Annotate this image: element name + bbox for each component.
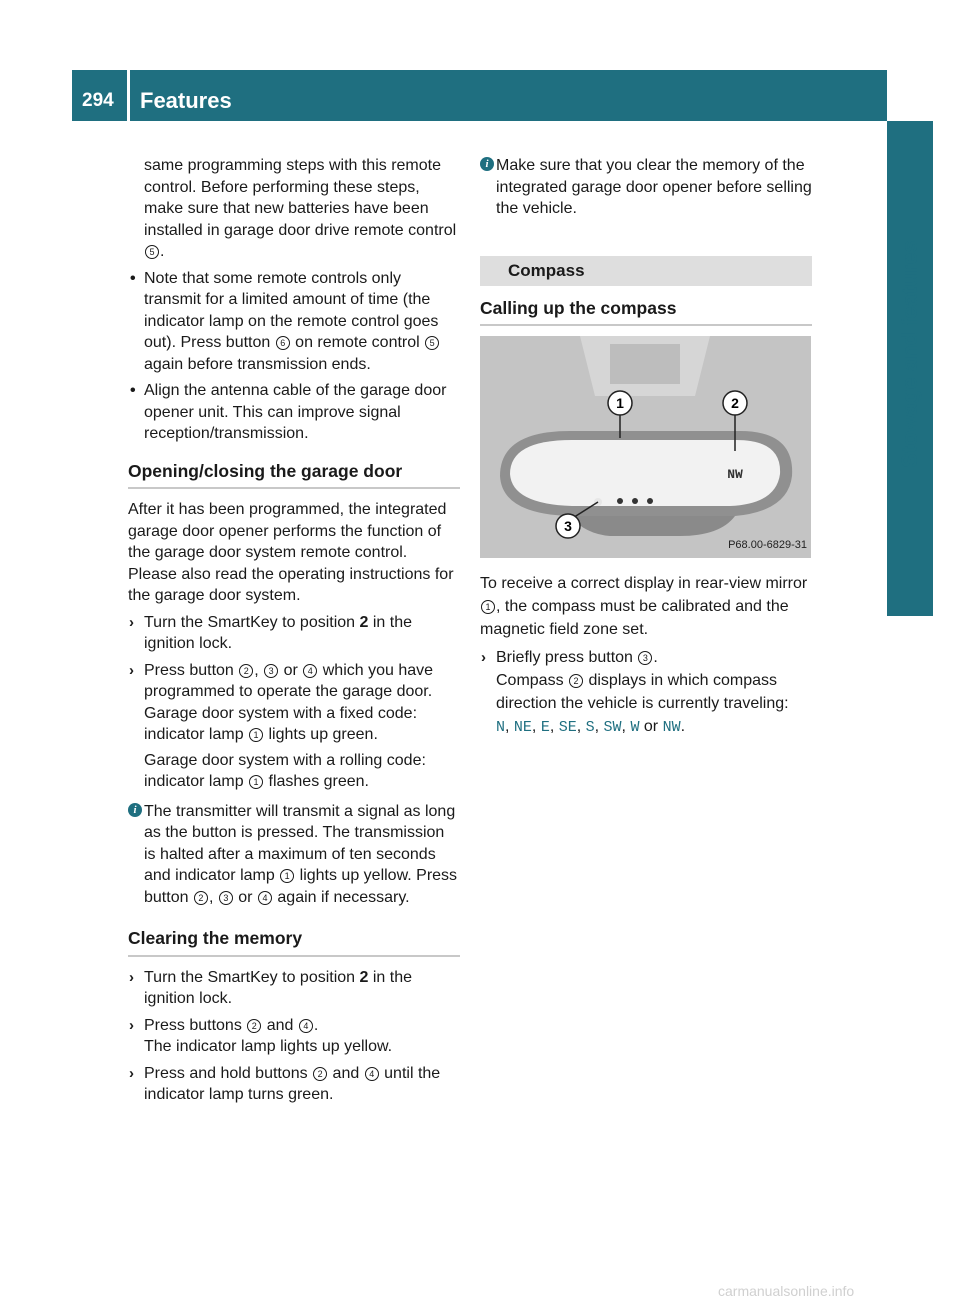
bullet-item: • Note that some remote controls only transmit for a limited amount of time (the indicator lamp on the remote control goes out). Press button 6 on remote control 5 again before transmission ends.: [128, 268, 460, 376]
callout-label: 3: [564, 518, 572, 534]
step-item: › Press button 2 , 3 or 4 which you have programmed to operate the garage door. Garage door system with a fixed code: indicator lamp 1 lights up green.: [129, 661, 434, 743]
step-arrow-icon: ›: [129, 613, 134, 631]
intro-paragraph: same programming steps with this remote control. Before performing these steps, make sure that new batteries have been installed in garage door drive remote control 5 .: [144, 157, 457, 260]
header-divider: [127, 70, 130, 121]
watermark: carmanualsonline.info: [718, 1283, 855, 1299]
info-icon: i: [480, 157, 494, 171]
step-item: › Press and hold buttons 2 and 4 until the indicator lamp turns green.: [129, 1064, 441, 1103]
page-header: [72, 70, 887, 121]
compass-display: NW: [727, 467, 743, 482]
step-arrow-icon: ›: [129, 1016, 134, 1034]
button-dot: [617, 498, 623, 504]
direction-code: W: [630, 719, 640, 736]
direction-code: N: [496, 719, 506, 736]
info-note: i The transmitter will transmit a signal as long as the button is pressed. The transmission is halted after a maximum of ten seconds and indicator lamp 1 lights up yellow. Press button 2 , 3 or 4 again if necessary.: [128, 801, 460, 909]
page-number: 294: [82, 90, 114, 111]
step-arrow-icon: ›: [129, 968, 134, 986]
direction-code: NE: [513, 719, 532, 736]
callout-label: 2: [731, 395, 739, 411]
mirror-figure: [480, 336, 811, 558]
step-item: › Press buttons 2 and 4 . The indicator lamp lights up yellow.: [129, 1016, 393, 1055]
direction-code: S: [585, 719, 595, 736]
page-title: Features: [140, 88, 232, 113]
step-arrow-icon: ›: [129, 661, 134, 679]
button-dot: [632, 498, 638, 504]
paragraph: To receive a correct display in rear-view mirror 1 , the compass must be calibrated and the magnetic field zone set.: [480, 575, 808, 638]
figure-caption: P68.00-6829-31: [728, 538, 807, 551]
info-icon: i: [128, 803, 142, 817]
sidebar-label: Stowage and features: [897, 240, 922, 468]
section-heading: Opening/closing the garage door: [128, 461, 460, 490]
section-bar: Compass: [480, 256, 812, 286]
callout-num: 5: [145, 245, 159, 259]
section-heading: Calling up the compass: [480, 298, 812, 327]
step-arrow-icon: ›: [481, 649, 486, 666]
direction-code: NW: [662, 719, 681, 736]
step-item: › Turn the SmartKey to position 2 in the ignition lock.: [129, 968, 413, 1007]
info-note: i Make sure that you clear the memory of the integrated garage door opener before selling the vehicle.: [480, 155, 812, 220]
direction-code: SE: [558, 719, 577, 736]
step-item: › Turn the SmartKey to position 2 in the ignition lock.: [129, 613, 413, 652]
button-dot: [647, 498, 653, 504]
callout-label: 1: [616, 395, 624, 411]
step-item: › Briefly press button 3 . Compass 2 displays in which compass direction the vehicle is currently traveling: N, NE, E, SE, S, SW, W or NW.: [480, 646, 812, 739]
step-sub: Garage door system with a rolling code: indicator lamp 1 flashes green.: [144, 751, 426, 790]
sidebar-block: [887, 588, 933, 616]
rear-view-mirror-illustration: [480, 336, 811, 558]
paragraph: After it has been programmed, the integrated garage door opener performs the function of the garage door system remote control. Please also read the operating instructions for the garage door system.: [128, 501, 454, 604]
step-arrow-icon: ›: [129, 1064, 134, 1082]
direction-code: SW: [603, 719, 622, 736]
left-column: [128, 155, 460, 1106]
right-column: [480, 155, 812, 739]
section-heading: Clearing the memory: [128, 928, 460, 957]
bullet-item: • Align the antenna cable of the garage door opener unit. This can improve signal reception/transmission.: [128, 380, 460, 445]
direction-code: E: [540, 719, 550, 736]
